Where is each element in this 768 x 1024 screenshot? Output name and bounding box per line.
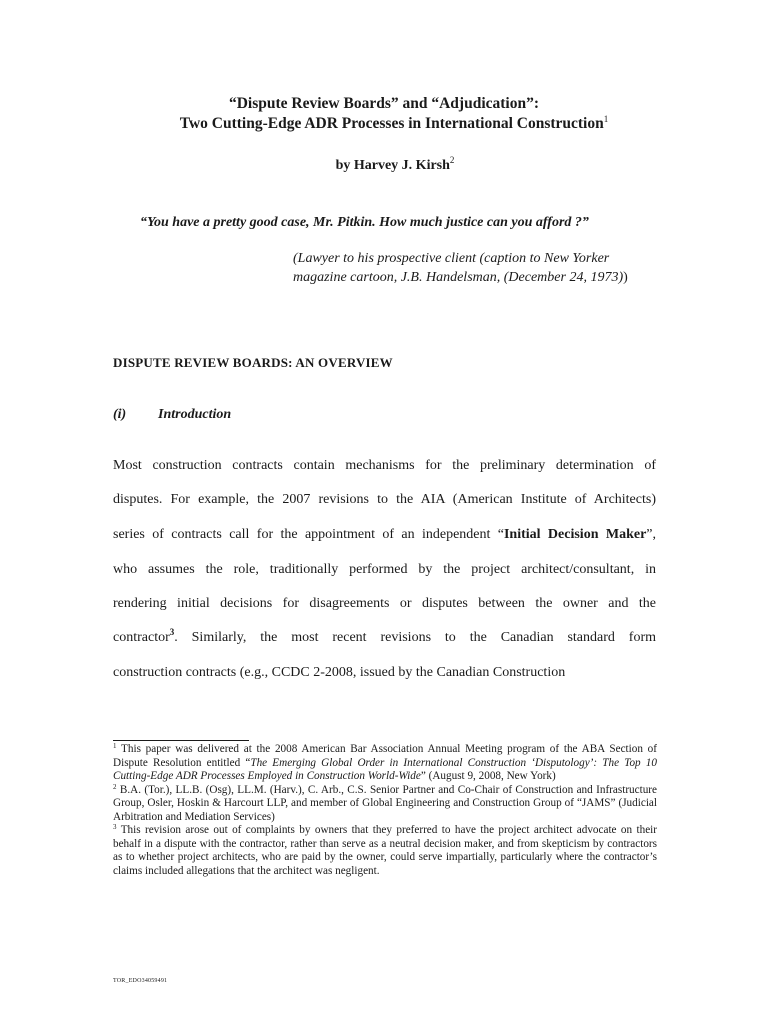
body-line-2: disputes. For example, the 2007 revisions to the AIA (American Institute of Architects): [113, 492, 656, 507]
footnote-ref-1[interactable]: 1: [603, 114, 609, 124]
section-heading: DISPUTE REVIEW BOARDS: AN OVERVIEW: [113, 355, 393, 370]
epigraph-quote: “You have a pretty good case, Mr. Pitkin. How much justice can you afford ?”: [140, 215, 589, 230]
title-text-2: Two Cutting-Edge ADR Processes in International Construction: [179, 115, 604, 132]
footnote-3: $^3$ This revision arose out of complaints by owners that they preferred to have the project architect advocate on their behalf in a dispute with the contractor, rather than serve as a neutral decision maker, and from skepticism by contractors as to whether project architects, who are paid by the owner, could serve impartially, particularly where the contractor’s claims included allegations that the architect was negligent.: [113, 823, 657, 877]
body-line-7: construction contracts (e.g., CCDC 2-2008, issued by the Canadian Construction: [113, 665, 566, 680]
body-line-5: rendering initial decisions for disagreements or disputes between the owner and the: [113, 596, 656, 611]
initial-decision-maker-term: Initial Decision Maker: [503, 527, 647, 542]
byline: [0, 155, 768, 174]
document-id: TOR_EDO34059491: [113, 978, 168, 984]
author-name: by Harvey J. Kirsh: [335, 158, 450, 173]
epigraph-caption: [293, 249, 713, 287]
body-line-1: Most construction contracts contain mechanisms for the preliminary determination of: [113, 458, 656, 473]
title-text-1: “Dispute Review Boards” and “Adjudication”:: [228, 95, 540, 112]
footnote-ref-3[interactable]: 3: [169, 627, 175, 637]
footnote-ref-2[interactable]: 2: [449, 155, 455, 165]
footnote-2: $^2$ B.A. (Tor.), LL.B. (Osg), LL.M. (Harv.), C. Arb., C.S. Senior Partner and Co-Chair of Construction and Infrastructure Group, Osler, Hoskin & Harcourt LLP, and member of Global Engineering and Construction Group of “JAMS” (Judicial Arbitration and Mediation Services): [113, 782, 657, 823]
caption-line-1: (Lawyer to his prospective client (caption to New Yorker: [293, 251, 610, 266]
footnote-separator: [113, 740, 249, 741]
subsection-number: (i): [113, 407, 127, 422]
subsection-title: Introduction: [158, 407, 232, 422]
body-line-6: contractor$^3$. Similarly, the most recent revisions to the Canadian standard form: [113, 627, 656, 645]
body-line-3: series of contracts call for the appointment of an independent “Initial Decision Maker”,: [113, 527, 657, 542]
title-line-2: [10, 114, 768, 134]
caption-line-2: magazine cartoon, J.B. Handelsman, (December 24, 1973)): [293, 270, 628, 285]
footnotes: [113, 743, 657, 878]
body-line-4: who assumes the role, traditionally performed by the project architect/consultant, in: [113, 562, 656, 577]
title-line-1: [0, 94, 768, 114]
footnote-1: $^1$ This paper was delivered at the 2008 American Bar Association Annual Meeting program of the ABA Section of Dispute Resolution entitled “The Emerging Global Order in International Construction ‘Disputology’: The Top 10 Cutting-Edge ADR Processes Employed in Construction World-Wide” (August 9, 2008, New York): [113, 742, 657, 782]
